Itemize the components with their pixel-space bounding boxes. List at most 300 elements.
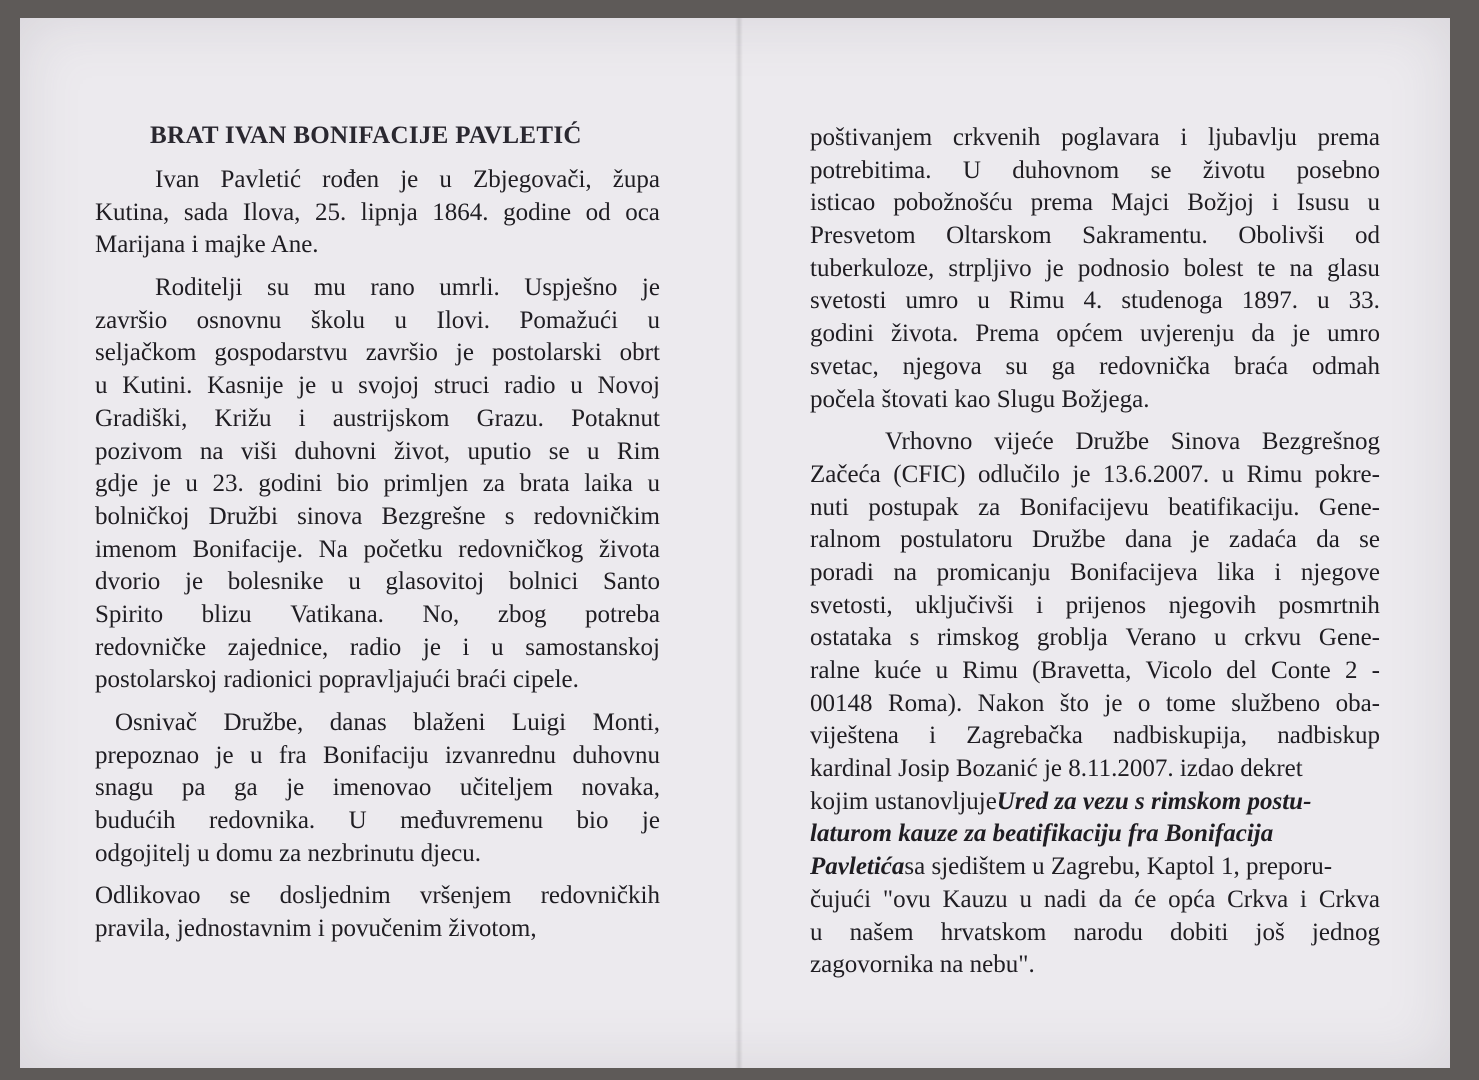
word: čujući xyxy=(810,885,872,913)
word: u xyxy=(491,633,504,661)
word: su xyxy=(1005,352,1028,380)
word: bio xyxy=(336,470,369,498)
word: Prema xyxy=(975,320,1040,348)
word: što xyxy=(1059,689,1089,717)
word: redovnika. xyxy=(208,807,316,835)
text-line xyxy=(95,436,660,469)
word: gdje xyxy=(95,470,139,498)
text-run: Pavletićasa sjedištem u Zagrebu, Kaptol 1, preporu- xyxy=(810,851,1332,884)
word: Rimu xyxy=(1008,287,1065,315)
paragraph-gap xyxy=(95,262,660,272)
word: postulatoru xyxy=(900,526,1013,554)
word: potrebitima. xyxy=(810,156,932,184)
word: poradi xyxy=(810,558,874,586)
word: imenovao xyxy=(332,774,432,802)
left-page xyxy=(95,122,660,946)
word: se xyxy=(548,437,570,465)
word: se xyxy=(229,882,251,910)
word: Bezgrešnog xyxy=(1261,428,1380,456)
word: duhovnu xyxy=(572,741,660,769)
word: u xyxy=(439,166,452,193)
word: redovnička xyxy=(1099,352,1211,380)
word: beatifikaciju. xyxy=(1168,493,1300,521)
word: Zagrebačka xyxy=(966,722,1083,750)
word: redovničkih xyxy=(540,882,660,910)
word: strpljivo xyxy=(948,254,1032,282)
word: njegovih xyxy=(1168,591,1257,619)
word: 23. xyxy=(212,470,244,498)
word: i xyxy=(1274,558,1282,586)
word: crkvenih xyxy=(952,124,1041,151)
word: redovničkog xyxy=(458,535,584,563)
word: brata xyxy=(519,470,570,498)
text-line: postolarskoj radionici popravljajući braći cipele. xyxy=(95,666,579,694)
word: je xyxy=(641,807,660,835)
word: duhovnom xyxy=(1012,156,1120,184)
word: bolesnike xyxy=(227,568,324,596)
text-line xyxy=(95,370,660,403)
text-line xyxy=(810,655,1380,688)
word: potreba xyxy=(585,600,660,628)
word: života xyxy=(598,535,660,563)
text-line xyxy=(810,917,1380,950)
word: Presvetom xyxy=(810,222,916,250)
text-line xyxy=(95,632,660,665)
word: u xyxy=(647,470,660,498)
word: rođen xyxy=(322,166,380,193)
word: je xyxy=(641,274,660,302)
text-line xyxy=(95,164,660,197)
word: Kutini. xyxy=(122,372,193,400)
word: Oltarskom xyxy=(946,222,1052,250)
text-line xyxy=(95,305,660,338)
word: nadi xyxy=(1043,885,1087,913)
word: su xyxy=(267,274,290,302)
word: je xyxy=(1045,254,1064,282)
word: rimskog xyxy=(937,624,1020,652)
word: Bonifacijeva xyxy=(1069,558,1198,586)
word: te xyxy=(1257,254,1276,282)
word: zajednice, xyxy=(227,633,329,661)
text-line: odgojitelj u domu za nezbrinutu djecu. xyxy=(95,839,482,867)
word: Zbjegovači, xyxy=(472,166,592,193)
word: umro xyxy=(1327,320,1380,348)
word: promicanju xyxy=(936,558,1051,586)
word: zadaća xyxy=(1228,526,1297,554)
word: svetac, xyxy=(810,352,879,380)
word: ga xyxy=(234,774,258,802)
word: braća xyxy=(1233,352,1289,380)
word: u xyxy=(587,437,600,465)
word: Potaknut xyxy=(571,404,660,432)
word: Monti, xyxy=(592,709,660,736)
word: hrvatskom xyxy=(940,918,1047,946)
word: je xyxy=(1072,460,1091,488)
word: učiteljem xyxy=(459,774,553,802)
word: gospodarstvu xyxy=(214,339,348,367)
word: kuće xyxy=(874,657,922,684)
word: u xyxy=(249,741,263,769)
word: ga xyxy=(1051,352,1076,380)
word: zbog xyxy=(497,600,547,628)
word: u xyxy=(810,918,823,946)
word: (CFIC) xyxy=(893,460,966,488)
word: Družbe xyxy=(1032,526,1106,554)
word: završio xyxy=(95,306,168,334)
text-line xyxy=(95,805,660,838)
word: međuvremenu xyxy=(400,807,544,835)
text-line: zagovornika na nebu". xyxy=(810,951,1035,979)
text-line xyxy=(95,403,660,436)
word: budućih xyxy=(95,807,176,835)
word: za xyxy=(482,470,505,498)
text-line xyxy=(95,772,660,805)
word: da xyxy=(1316,526,1340,554)
word: odlučilo xyxy=(977,460,1060,488)
word: o xyxy=(1137,689,1151,717)
paragraph-gap xyxy=(95,697,660,707)
word: 33. xyxy=(1348,287,1380,315)
word: Vatikana. xyxy=(290,600,384,628)
paragraph xyxy=(95,164,660,262)
word: i xyxy=(462,633,470,661)
word: poštivanjem xyxy=(810,124,933,151)
text-line xyxy=(810,285,1380,318)
closing-lines xyxy=(810,884,1380,982)
right-page-body xyxy=(810,122,1380,786)
word: isticao xyxy=(810,189,876,217)
text-line xyxy=(810,155,1380,188)
text-line: kardinal Josip Bozanić je 8.11.2007. izdao dekret xyxy=(810,755,1303,783)
word: pozivom xyxy=(95,437,183,465)
word: je xyxy=(455,339,474,367)
paragraph xyxy=(95,272,660,697)
word: Uspješno xyxy=(524,274,618,302)
word: u xyxy=(95,372,108,400)
word: podnosio xyxy=(1077,254,1170,282)
text-line xyxy=(95,707,660,740)
word: početku xyxy=(363,535,443,563)
word: posmrtnih xyxy=(1278,591,1380,619)
word: oca xyxy=(625,198,660,226)
word: postolarski xyxy=(491,339,602,367)
word: Križu xyxy=(214,404,272,432)
paragraph xyxy=(810,426,1380,786)
word: Conte xyxy=(1271,657,1331,684)
word: njegove xyxy=(1300,558,1380,586)
word: prepoznao xyxy=(95,741,200,769)
word: snagu xyxy=(95,774,154,802)
word: u xyxy=(348,568,361,596)
text-line xyxy=(810,622,1380,655)
word: se xyxy=(1359,526,1380,554)
word: odmah xyxy=(1311,352,1380,380)
word: Na xyxy=(318,535,348,563)
word: njegova xyxy=(902,352,982,380)
word: Bonifaciju xyxy=(323,741,429,769)
word: redovničke xyxy=(95,633,207,661)
text-line xyxy=(95,468,660,501)
word: u xyxy=(1221,460,1235,488)
word: struci xyxy=(433,372,490,400)
word: Rimu xyxy=(1246,460,1303,488)
word: oba- xyxy=(1335,689,1380,717)
word: je xyxy=(1191,526,1210,554)
word: postupak xyxy=(868,493,959,521)
text-line xyxy=(810,851,1380,884)
word: ralne xyxy=(810,657,860,684)
word: - xyxy=(1371,657,1380,684)
word: Začeća xyxy=(810,460,881,488)
text-line xyxy=(810,492,1380,525)
word: u xyxy=(570,372,583,400)
word: prema xyxy=(1030,189,1094,217)
office-name-emphasis: Ured za vezu s rimskom postu- xyxy=(996,787,1312,815)
word: nuti xyxy=(810,493,849,521)
word: blaženi xyxy=(413,709,486,736)
text-line xyxy=(95,880,660,913)
word: narodu xyxy=(1073,918,1143,946)
word: Gradiški, xyxy=(95,404,188,432)
word: danas xyxy=(329,709,387,736)
word: laika xyxy=(584,470,633,498)
word: viještena xyxy=(810,722,899,750)
word: dosljednim xyxy=(279,882,391,910)
word: dvorio xyxy=(95,568,161,596)
word: studenoga xyxy=(1121,287,1223,315)
word: radio xyxy=(349,633,402,661)
word: u xyxy=(185,470,198,498)
paragraph xyxy=(810,122,1380,416)
right-page-closing xyxy=(810,786,1380,982)
word: Isusu xyxy=(1296,189,1350,217)
text-line xyxy=(810,318,1380,351)
word: osnovnu xyxy=(196,306,282,334)
word: Sinova xyxy=(1170,428,1241,456)
text-line xyxy=(95,197,660,230)
text-line xyxy=(810,590,1380,623)
word: sinova xyxy=(297,502,363,530)
word: pobožnošću xyxy=(893,189,1013,217)
text-line xyxy=(95,534,660,567)
office-name-emphasis: laturom kauze za beatifikaciju fra Bonifacija xyxy=(810,820,1274,848)
word: nadbiskup xyxy=(1277,722,1380,750)
word: je xyxy=(422,633,441,661)
paragraph-gap xyxy=(95,870,660,880)
word: primljen xyxy=(383,470,469,498)
text-line xyxy=(810,351,1380,384)
word: u xyxy=(935,657,949,684)
office-name-emphasis: Pavletića xyxy=(810,853,905,881)
word: općem xyxy=(1056,320,1123,348)
word: Družbi xyxy=(208,502,278,530)
word: samostanskoj xyxy=(525,633,660,661)
text-line: počela štovati kao Slugu Božjega. xyxy=(810,385,1150,413)
word: Ilovi. xyxy=(436,306,490,334)
word: život, xyxy=(393,437,451,465)
word: prijenos xyxy=(1065,591,1147,619)
word: i xyxy=(1271,189,1279,217)
text-line xyxy=(810,720,1380,753)
word: Spirito xyxy=(95,600,164,628)
word: godini xyxy=(258,470,323,498)
paragraph xyxy=(95,880,660,945)
word: je xyxy=(152,470,171,498)
text-line xyxy=(810,688,1380,721)
word: od xyxy=(585,198,611,226)
word: tome xyxy=(1165,689,1216,717)
word: godini xyxy=(810,320,874,348)
text-line xyxy=(810,426,1380,459)
word: Bonifacije. xyxy=(192,535,303,563)
word: Pomažući xyxy=(519,306,619,334)
word: od xyxy=(1354,222,1380,250)
word: izvanrednu xyxy=(444,741,557,769)
word: Crkva xyxy=(1318,885,1380,913)
word: u xyxy=(394,306,408,334)
word: na xyxy=(893,558,918,586)
word: u xyxy=(330,372,344,400)
word: službeno xyxy=(1231,689,1321,717)
word: Majci xyxy=(1110,189,1170,217)
text-line: Marijana i majke Ane. xyxy=(95,231,319,259)
word: Santo xyxy=(603,568,660,596)
text-line xyxy=(95,272,660,305)
word: crkvu xyxy=(1244,624,1302,652)
word: uputio xyxy=(467,437,532,465)
word: Pavletić xyxy=(220,166,302,193)
word: Kasnije xyxy=(207,372,284,400)
word: Družbe, xyxy=(223,709,304,736)
word: župa xyxy=(612,166,660,193)
word: je xyxy=(400,166,419,193)
word: svojoj xyxy=(358,372,420,400)
word: s xyxy=(504,502,515,530)
word: 2 xyxy=(1344,657,1358,684)
word: Rim xyxy=(616,437,660,465)
word: 4. xyxy=(1083,287,1103,315)
word: i xyxy=(1300,885,1307,913)
word: lipnja xyxy=(360,198,418,226)
word: Verano xyxy=(1125,624,1197,652)
word: tuberkuloze, xyxy=(810,254,935,282)
word: poglavara xyxy=(1061,124,1160,151)
text-line xyxy=(810,459,1380,492)
word: opća xyxy=(1168,885,1216,913)
word: "ovu xyxy=(882,885,931,913)
word: nadbiskupija, xyxy=(1113,722,1248,750)
word: pa xyxy=(181,774,206,802)
word: 25. xyxy=(314,198,347,226)
word: Družbe xyxy=(1075,428,1150,456)
word: Vrhovno xyxy=(885,428,973,456)
word: je xyxy=(1292,320,1311,348)
word: Luigi xyxy=(511,709,567,736)
paragraph xyxy=(95,707,660,870)
word: završio xyxy=(365,339,438,367)
word: bolničkoj xyxy=(95,502,190,530)
text-line: pravila, jednostavnim i povučenim životom, xyxy=(95,915,537,943)
text-run: kojim ustanovljujeUred za vezu s rimskom postu- xyxy=(810,786,1311,819)
word: Roditelji xyxy=(155,274,243,302)
word: dobiti xyxy=(1170,918,1229,946)
word: No, xyxy=(422,600,460,628)
text-line xyxy=(810,253,1380,286)
left-page-body xyxy=(95,164,660,946)
word: fra xyxy=(278,741,307,769)
word: je xyxy=(185,568,204,596)
word: U xyxy=(348,807,367,835)
word: rano xyxy=(370,274,415,302)
word: viši xyxy=(240,437,278,465)
word: Rimu xyxy=(962,657,1018,684)
word: da xyxy=(1098,885,1123,913)
word: vijeće xyxy=(994,428,1054,456)
text-line xyxy=(95,740,660,773)
text-line xyxy=(810,187,1380,220)
card-fold xyxy=(735,18,743,1068)
word: groblja xyxy=(1036,624,1108,652)
text-line xyxy=(810,884,1380,917)
word: i xyxy=(1180,124,1188,151)
word: 13.6.2007. xyxy=(1102,460,1210,488)
word: posebno xyxy=(1296,156,1380,184)
word: u xyxy=(1019,885,1032,913)
word: i xyxy=(929,722,937,750)
word: Bonifacijevu xyxy=(1019,493,1149,521)
word: za xyxy=(978,493,1001,521)
word: Kauzu xyxy=(942,885,1008,913)
word: u xyxy=(977,287,990,315)
word: glasu xyxy=(1327,254,1380,282)
word: seljačkom xyxy=(95,339,197,367)
word: Bezgrešne xyxy=(381,502,486,530)
text-line xyxy=(810,122,1380,155)
word: Novoj xyxy=(597,372,660,400)
word: u xyxy=(1317,287,1330,315)
word: na xyxy=(1289,254,1314,282)
word: ralnom xyxy=(810,526,881,554)
word: i xyxy=(1036,591,1044,619)
word: bio xyxy=(576,807,609,835)
word: vršenjem xyxy=(419,882,512,910)
right-page xyxy=(810,122,1380,982)
text-line xyxy=(95,337,660,370)
word: glasovitoj xyxy=(385,568,485,596)
word: s xyxy=(909,624,920,652)
word: je xyxy=(298,372,317,400)
text-line xyxy=(810,786,1380,819)
word: školu xyxy=(310,306,366,334)
word: umro xyxy=(905,287,959,315)
word: bolest xyxy=(1183,254,1244,282)
word: austrijskom xyxy=(332,404,450,432)
word: Grazu. xyxy=(476,404,544,432)
word: Obolivši xyxy=(1238,222,1325,250)
word: Sakramentu. xyxy=(1082,222,1208,250)
word: godine xyxy=(503,198,572,226)
word: Božjoj xyxy=(1187,189,1254,217)
word: Nakon xyxy=(977,689,1045,717)
word: svetosti, xyxy=(810,591,893,619)
word: lika xyxy=(1217,558,1255,586)
text-line xyxy=(810,818,1380,851)
word: Ivan xyxy=(155,166,200,193)
paragraph-gap xyxy=(810,416,1380,426)
word: mu xyxy=(313,274,346,302)
word: na xyxy=(199,437,224,465)
word: u xyxy=(1367,189,1380,217)
